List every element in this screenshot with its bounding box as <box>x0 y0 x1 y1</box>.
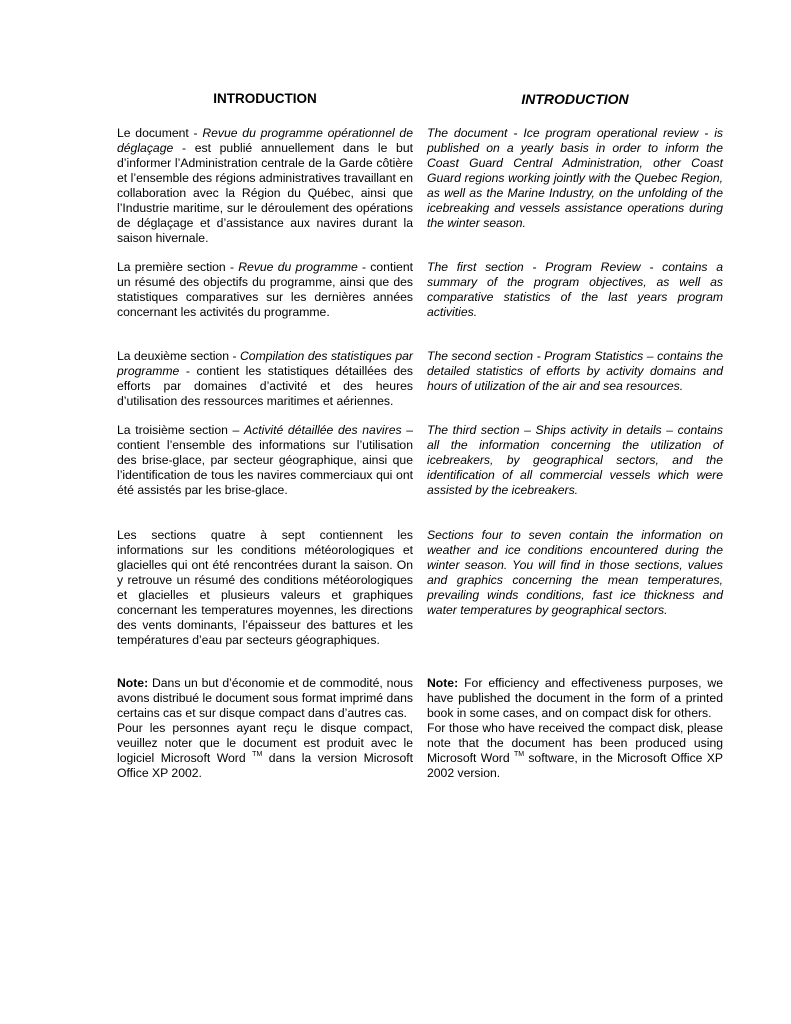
text-run: La troisième section – <box>117 423 244 437</box>
english-paragraph-section-three: The third section – Ships activity in details – contains all the information concerning the utilization of icebreakers, by geographical sectors, and the identification of all commercial vessels which were assisted by the icebreakers. <box>427 423 723 497</box>
text-run: - est publié annuellement dans le but d’informer l’Administration centrale de la Garde côtière et l’ensemble des régions administratives travaillant en collaboration avec la Région du Québec, ainsi que l’Industrie maritime, sur le déroulement des opérations de déglaçage et d’assistance aux navires durant la saison hivernale. <box>117 141 413 245</box>
text-run: Dans un but d’économie et de commodité, nous avons distribué le document sous format imprimé dans certains cas et sur disque compact dans d’autres cas. <box>117 676 413 720</box>
english-note <box>427 676 723 781</box>
text-run: Pour les personnes ayant reçu le disque compact, veuillez noter que le document est produit avec le logiciel Microsoft Word <box>117 721 413 765</box>
section-title-emphasis: Compilation des statistiques par programme <box>117 349 413 378</box>
trademark-mark: TM <box>513 751 525 758</box>
english-note-paragraph <box>427 676 723 721</box>
section-title-emphasis: Revue du programme <box>238 260 358 274</box>
note-label: Note: <box>427 676 459 690</box>
english-paragraph-document: The document - Ice program operational review - is published on a yearly basis in order to inform the Coast Guard Central Administration, other Coast Guard regions working jointly with the Quebec Region, as well as the Marine Industry, on the unfolding of the icebreaking and vessels assistance operations during the winter season. <box>427 126 723 230</box>
text-run: Le document - <box>117 126 203 140</box>
text-run: La deuxième section - <box>117 349 240 363</box>
text-run: La première section - <box>117 260 239 274</box>
text-run: - contient les statistiques détaillées des efforts par domaines d’activité et des heures d’utilisation des ressources maritimes et aériennes. <box>117 364 413 408</box>
french-heading: INTRODUCTION <box>213 91 317 106</box>
text-run: For those who have received the compact disk, please note that the document has been produced using Microsoft Word <box>427 721 723 765</box>
french-paragraph-document <box>117 126 413 246</box>
text-run: - contient un résumé des objectifs du programme, ainsi que des statistiques comparatives sur les dernières années concernant les activités du programme. <box>117 260 413 319</box>
note-label: Note: <box>117 676 149 690</box>
english-paragraph-sections-four-to-seven: Sections four to seven contain the information on weather and ice conditions encountered during the winter season. You will find in those sections, values and graphics concerning the mean temperatures, prevailing winds conditions, fast ice thickness and water temperatures by geographical sectors. <box>427 528 723 617</box>
french-note <box>117 676 413 781</box>
text-run: software, in the Microsoft Office XP 2002 version. <box>427 751 724 780</box>
french-paragraph-section-three <box>117 423 413 498</box>
french-paragraph-sections-four-to-seven: Les sections quatre à sept contiennent les informations sur les conditions météorologiques et glacielles qui ont été rencontrées durant la saison. On y retrouve un résumé des conditions météorologiques et glacielles et plusieurs valeurs et graphiques concernant les temperatures moyennes, les directions des vents dominants, l’épaisseur des battures et les températures d’eau par secteurs géographiques. <box>117 528 413 647</box>
english-heading: INTRODUCTION <box>521 91 629 107</box>
section-title-emphasis: Activité détaillée des navires <box>244 423 402 437</box>
text-run: For efficiency and effectiveness purposes, we have published the document in the form of a printed book in some cases, and on compact disk for others. <box>427 676 723 720</box>
english-paragraph-section-two: The second section - Program Statistics – contains the detailed statistics of efforts by activity domains and hours of utilization of the air and sea resources. <box>427 349 723 393</box>
french-note-paragraph-cd <box>117 721 413 781</box>
english-paragraph-section-one: The first section - Program Review - contains a summary of the program objectives, as well as comparative statistics of the last years program activities. <box>427 260 723 319</box>
text-run: – contient l’ensemble des informations sur l’utilisation des brise-glace, par secteur géographique, ainsi que l’identification de tous les navires commerciaux qui ont été assistés par les brise-glace. <box>117 423 414 497</box>
french-paragraph-section-one <box>117 260 413 320</box>
document-title-emphasis: Revue du programme opérationnel de déglaçage <box>117 126 413 155</box>
french-note-paragraph <box>117 676 413 721</box>
french-paragraph-section-two <box>117 349 413 409</box>
text-run: dans la version Microsoft Office XP 2002. <box>117 751 414 780</box>
english-note-paragraph-cd <box>427 721 723 781</box>
trademark-mark: TM <box>252 751 263 758</box>
